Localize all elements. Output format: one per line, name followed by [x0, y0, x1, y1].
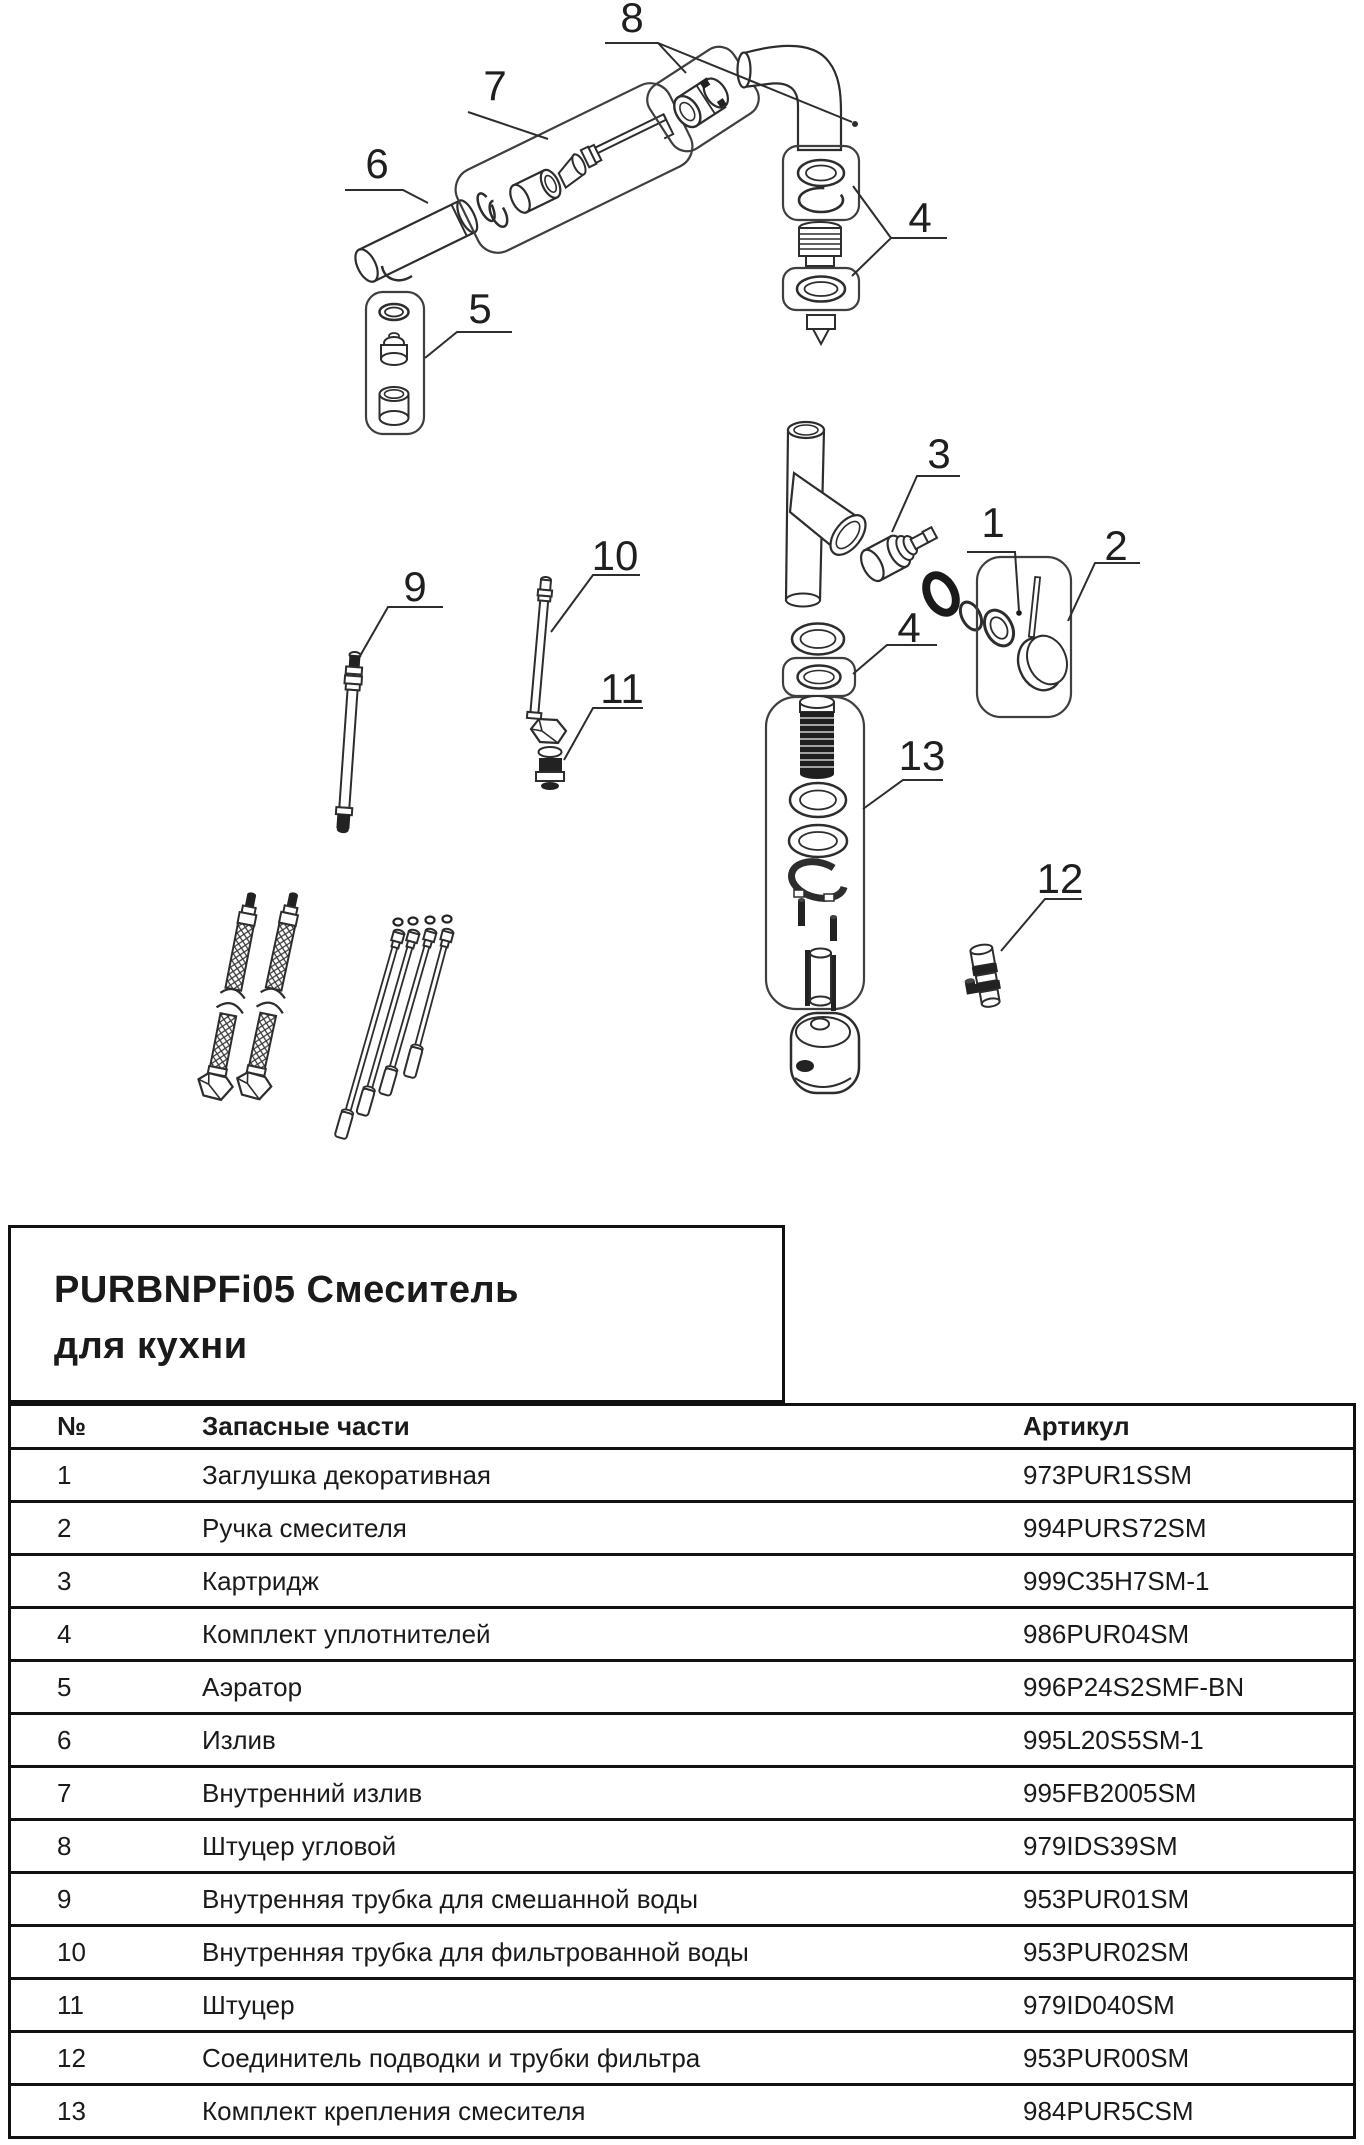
callout-8: 8 — [620, 0, 644, 41]
cell-num: 6 — [57, 1724, 72, 1755]
callout-13: 13 — [898, 732, 946, 779]
callout-3: 3 — [927, 430, 951, 477]
callout-9: 9 — [403, 563, 427, 610]
cell-sku: 953PUR02SM — [1023, 1936, 1190, 1967]
handle-part — [977, 557, 1074, 717]
cell-sku: 973PUR1SSM — [1023, 1459, 1193, 1490]
cell-num: 7 — [57, 1777, 72, 1808]
callout-4b: 4 — [897, 604, 921, 651]
callout-1: 1 — [981, 499, 1005, 546]
callout-4a: 4 — [908, 194, 932, 241]
elbow-tube — [738, 46, 842, 150]
cell-sku: 953PUR01SM — [1023, 1883, 1190, 1914]
cap-nut-ring — [920, 570, 962, 618]
cell-sku: 995L20S5SM-1 — [1023, 1724, 1204, 1755]
mixed-water-tube-part — [334, 651, 364, 833]
mounting-kit-part — [766, 696, 864, 1093]
cell-sku: 953PUR00SM — [1023, 2042, 1190, 2073]
table-body — [10, 1449, 1355, 2138]
cell-sku: 984PUR5CSM — [1023, 2095, 1194, 2126]
cell-part: Штуцер — [202, 1989, 295, 2020]
callout-10: 10 — [591, 532, 639, 579]
cell-num: 9 — [57, 1883, 72, 1914]
filter-connector-part — [959, 943, 1004, 1011]
cell-part: Внутренний излив — [202, 1777, 423, 1808]
cell-sku: 994PURS72SM — [1023, 1512, 1207, 1543]
header-num: № — [57, 1411, 86, 1441]
cell-num: 10 — [57, 1936, 86, 1967]
faucet-body — [786, 422, 872, 607]
cell-num: 2 — [57, 1512, 72, 1543]
cell-num: 8 — [57, 1830, 72, 1861]
cell-num: 12 — [57, 2042, 86, 2073]
cell-num: 11 — [57, 1989, 84, 2020]
decorative-cap-dot — [1016, 610, 1022, 616]
aerator-part — [366, 292, 424, 434]
table-row — [10, 1449, 1355, 1502]
cell-part: Излив — [202, 1724, 276, 1755]
cell-sku: 986PUR04SM — [1023, 1618, 1190, 1649]
leader-lines — [345, 43, 1140, 951]
cell-sku: 995FB2005SM — [1023, 1777, 1197, 1808]
filter-tubes — [335, 916, 455, 1140]
product-title-line1: PURBNPFi05 Смеситель — [54, 1269, 519, 1311]
header-sku: Артикул — [1023, 1411, 1130, 1441]
table-row — [10, 1608, 1355, 1661]
cell-num: 13 — [57, 2095, 86, 2126]
filtered-water-tube-part — [527, 576, 566, 743]
table-row — [10, 1820, 1355, 1873]
cell-sku: 979IDS39SM — [1023, 1830, 1178, 1861]
cell-part: Комплект уплотнителей — [202, 1618, 491, 1649]
cell-num: 1 — [57, 1459, 72, 1490]
cell-part: Аэратор — [202, 1671, 303, 1702]
table-row — [10, 1873, 1355, 1926]
cell-num: 5 — [57, 1671, 72, 1702]
callout-11: 11 — [600, 665, 644, 712]
cell-sku: 979ID040SM — [1023, 1989, 1175, 2020]
hex-nut — [531, 719, 566, 743]
table-row — [10, 2032, 1355, 2085]
union-fitting-part — [536, 747, 564, 790]
callout-12: 12 — [1036, 855, 1084, 902]
parts-table — [8, 1403, 1356, 2139]
table-row — [10, 2085, 1355, 2138]
cell-sku: 996P24S2SMF-BN — [1023, 1671, 1245, 1702]
cell-sku: 999C35H7SM-1 — [1023, 1565, 1210, 1596]
callout-5: 5 — [468, 285, 492, 332]
cell-part: Соединитель подводки и трубки фильтра — [202, 2042, 701, 2073]
table-row — [10, 1714, 1355, 1767]
seal-kit-upper — [783, 146, 859, 344]
table-row — [10, 1926, 1355, 1979]
cell-part: Заглушка декоративная — [202, 1459, 491, 1490]
cell-part: Комплект крепления смесителя — [202, 2095, 586, 2126]
cell-part: Внутренняя трубка для фильтрованной воды — [202, 1936, 749, 1967]
product-title-line2: для кухни — [54, 1325, 248, 1367]
cell-part: Картридж — [202, 1565, 319, 1596]
table-row — [10, 1661, 1355, 1714]
callout-7: 7 — [483, 62, 507, 109]
cell-num: 4 — [57, 1618, 72, 1649]
header-part: Запасные части — [202, 1411, 410, 1441]
cell-part: Штуцер угловой — [202, 1830, 397, 1861]
table-row — [10, 1767, 1355, 1820]
callout-2: 2 — [1104, 522, 1128, 569]
table-row — [10, 1502, 1355, 1555]
product-title-box — [8, 1225, 785, 1403]
cell-num: 3 — [57, 1565, 72, 1596]
table-row — [10, 1979, 1355, 2032]
cell-part: Ручка смесителя — [202, 1512, 407, 1543]
table-header-row — [10, 1405, 1355, 1449]
o-ring — [956, 599, 986, 634]
table-row — [10, 1555, 1355, 1608]
cell-part: Внутренняя трубка для смешанной воды — [202, 1883, 699, 1914]
seal-kit-mid — [783, 624, 855, 697]
callout-6: 6 — [365, 140, 389, 187]
